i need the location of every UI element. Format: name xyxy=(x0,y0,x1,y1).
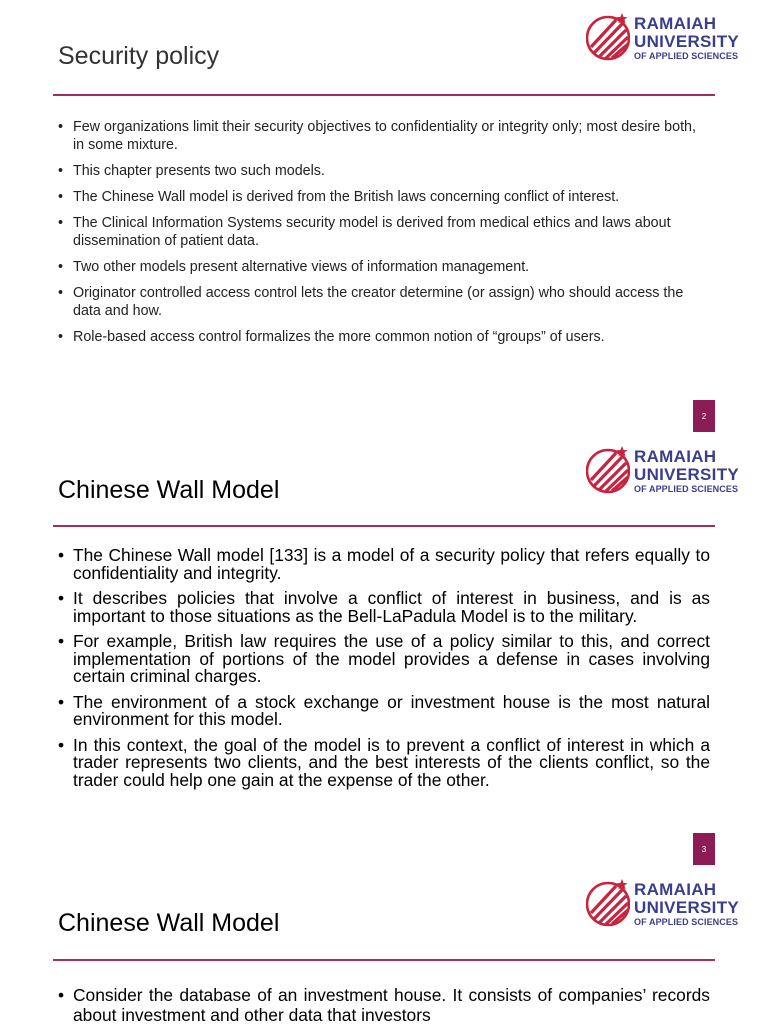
slide-chinese-wall-model-continued xyxy=(0,866,768,1024)
title-divider xyxy=(53,94,715,96)
logo-subtitle: OF APPLIED SCIENCES xyxy=(634,51,739,61)
list-item: • The Clinical Information Systems security model is derived from medical ethics and laws about dissemination of patient data. xyxy=(58,214,708,250)
title-divider xyxy=(53,959,715,961)
list-item: • In this context, the goal of the model is to prevent a conflict of interest in which a trader represents two clients, and the best interests of the clients conflict, so the trader could help one gain at the expense of the other. xyxy=(58,737,710,790)
logo-subtitle: OF APPLIED SCIENCES xyxy=(634,484,739,494)
logo-name-line2: UNIVERSITY xyxy=(634,465,740,484)
slide-security-policy xyxy=(0,0,768,433)
bullet-list xyxy=(58,547,710,797)
bullet-list xyxy=(58,118,708,354)
list-item: • Two other models present alternative views of information management. xyxy=(58,258,708,276)
title-divider xyxy=(53,525,715,527)
list-item: • Originator controlled access control lets the creator determine (or assign) who should access the data and how. xyxy=(58,284,708,320)
list-item: • Consider the database of an investment house. It consists of companies’ records about investment and other data that investors xyxy=(58,985,710,1024)
ramaiah-emblem-icon xyxy=(586,877,630,929)
ramaiah-emblem-icon xyxy=(586,11,630,63)
list-item: • For example, British law requires the use of a policy similar to this, and correct implementation of portions of the model provides a defense in cases involving certain criminal charges. xyxy=(58,633,710,686)
page-number-badge: 2 xyxy=(693,400,715,432)
university-logo xyxy=(586,444,752,496)
list-item: • The Chinese Wall model is derived from the British laws concerning conflict of interest. xyxy=(58,188,708,206)
slide-chinese-wall-model xyxy=(0,433,768,866)
logo-name-line1: RAMAIAH xyxy=(634,447,717,466)
logo-name-line1: RAMAIAH xyxy=(634,14,717,33)
logo-name-line2: UNIVERSITY xyxy=(634,32,740,51)
list-item: • It describes policies that involve a conflict of interest in business, and is as important to those situations as the Bell-LaPadula Model is to the military. xyxy=(58,590,710,625)
ramaiah-emblem-icon xyxy=(586,444,630,496)
list-item: • Few organizations limit their security objectives to confidentiality or integrity only; most desire both, in some mixture. xyxy=(58,118,708,154)
slide-title: Chinese Wall Model xyxy=(58,909,280,937)
logo-subtitle: OF APPLIED SCIENCES xyxy=(634,917,739,927)
slide-title: Security policy xyxy=(58,42,220,70)
page-number-badge: 3 xyxy=(693,833,715,865)
list-item: • This chapter presents two such models. xyxy=(58,162,708,180)
list-item: • Role-based access control formalizes the more common notion of “groups” of users. xyxy=(58,328,708,346)
university-logo xyxy=(586,877,752,929)
logo-name-line2: UNIVERSITY xyxy=(634,898,740,917)
logo-name-line1: RAMAIAH xyxy=(634,880,717,899)
university-logo xyxy=(586,11,752,63)
list-item: • The environment of a stock exchange or investment house is the most natural environment for this model. xyxy=(58,694,710,729)
slide-title: Chinese Wall Model xyxy=(58,476,280,504)
bullet-list xyxy=(58,985,710,1024)
list-item: • The Chinese Wall model [133] is a model of a security policy that refers equally to confidentiality and integrity. xyxy=(58,547,710,582)
